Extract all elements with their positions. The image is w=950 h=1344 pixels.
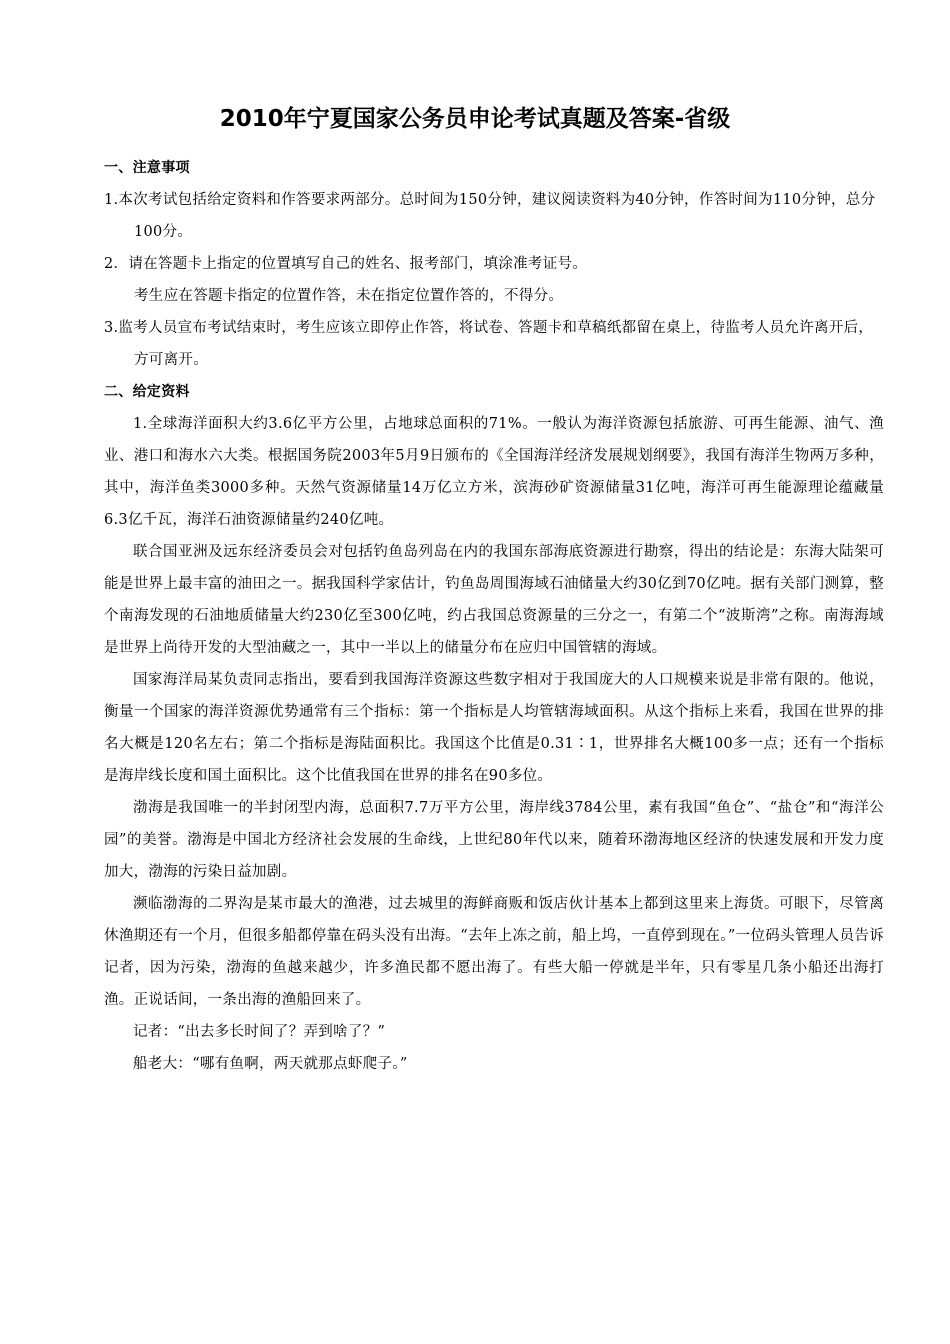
section-heading-notes: 一、注意事项 — [104, 160, 190, 176]
note-item-1: 1.本次考试包括给定资料和作答要求两部分。总时间为150分钟，建议阅读资料为40分钟，作答时间为110分钟，总分100分。 — [104, 192, 876, 240]
document-title: 2010年宁夏国家公务员申论考试真题及答案-省级 — [219, 106, 731, 132]
dialog-line-captain: 船老大：“哪有鱼啊，两天就那点虾爬子。” — [133, 1056, 408, 1072]
section-heading-materials: 二、给定资料 — [104, 384, 190, 400]
note-item-2-continued: 考生应在答题卡指定的位置作答，未在指定位置作答的，不得分。 — [134, 288, 564, 304]
document-body — [104, 152, 884, 1080]
material-paragraph-5: 濒临渤海的二界沟是某市最大的渔港，过去城里的海鲜商贩和饭店伙计基本上都到这里来上海货。可眼下，尽管离休渔期还有一个月，但很多船都停靠在码头没有出海。“去年上冻之前，船上坞，一直停到现在。”一位码头管理人员告诉记者，因为污染，渤海的鱼越来越少，许多渔民都不愿出海了。有些大船一停就是半年，只有零星几条小船还出海打渔。正说话间，一条出海的渔船回来了。 — [104, 896, 884, 1008]
material-paragraph-4: 渤海是我国唯一的半封闭型内海，总面积7.7万平方公里，海岸线3784公里，素有我国“鱼仓”、“盐仓”和“海洋公园”的美誉。渤海是中国北方经济社会发展的生命线，上世纪80年代以来，随着环渤海地区经济的快速发展和开发力度加大，渤海的污染日益加剧。 — [104, 800, 884, 880]
note-item-3: 3.监考人员宣布考试结束时，考生应该立即停止作答，将试卷、答题卡和草稿纸都留在桌上，待监考人员允许离开后，方可离开。 — [104, 320, 874, 368]
dialog-line-reporter: 记者：“出去多长时间了？弄到啥了？” — [133, 1024, 386, 1040]
note-item-2: 2．请在答题卡上指定的位置填写自己的姓名、报考部门，填涂准考证号。 — [104, 256, 588, 272]
material-paragraph-2: 联合国亚洲及远东经济委员会对包括钓鱼岛列岛在内的我国东部海底资源进行勘察，得出的结论是：东海大陆架可能是世界上最丰富的油田之一。据我国科学家估计，钓鱼岛周围海域石油储量大约30亿到70亿吨。据有关部门测算，整个南海发现的石油地质储量大约230亿至300亿吨，约占我国总资源量的三分之一，有第二个“波斯湾”之称。南海海域是世界上尚待开发的大型油藏之一，其中一半以上的储量分布在应归中国管辖的海域。 — [104, 544, 884, 656]
material-paragraph-3: 国家海洋局某负责同志指出，要看到我国海洋资源这些数字相对于我国庞大的人口规模来说是非常有限的。他说，衡量一个国家的海洋资源优势通常有三个指标：第一个指标是人均管辖海域面积。从这个指标上来看，我国在世界的排名大概是120名左右；第二个指标是海陆面积比。我国这个比值是0.31∶1，世界排名大概100多一点；还有一个指标是海岸线长度和国土面积比。这个比值我国在世界的排名在90多位。 — [104, 672, 884, 784]
material-paragraph-1: 1.全球海洋面积大约3.6亿平方公里，占地球总面积的71%。一般认为海洋资源包括旅游、可再生能源、油气、渔业、港口和海水六大类。根据国务院2003年5月9日颁布的《全国海洋经济发展规划纲要》，我国有海洋生物两万多种，其中，海洋鱼类3000多种。天然气资源储量14万亿立方米，滨海砂矿资源储量31亿吨，海洋可再生能源理论蕴藏量6.3亿千瓦，海洋石油资源储量约240亿吨。 — [104, 416, 884, 528]
